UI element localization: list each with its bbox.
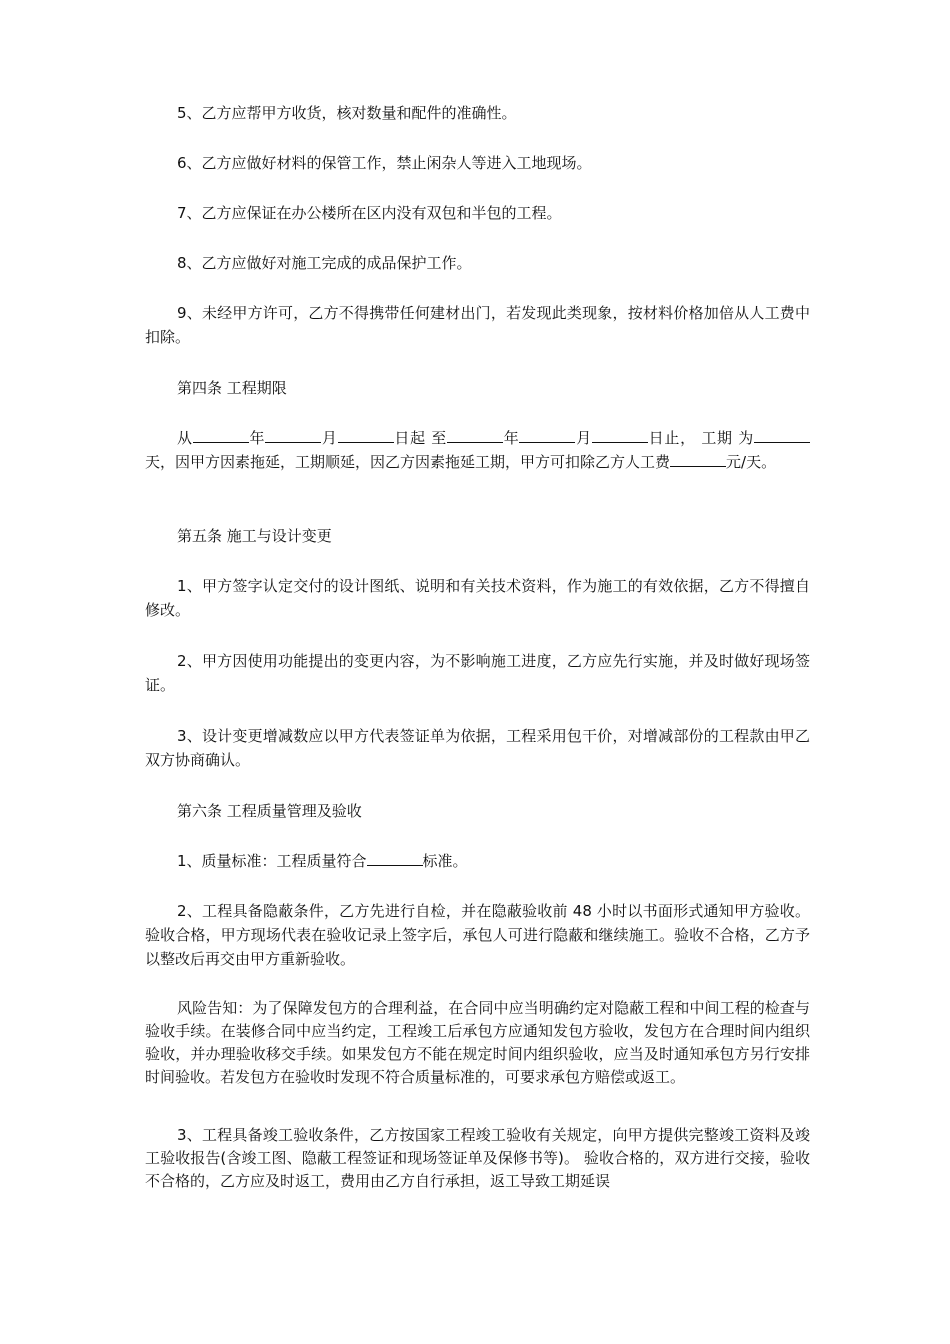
clause-design-3: 3、设计变更增减数应以甲方代表签证单为依据，工程采用包干价，对增减部份的工程款由甲乙双方协商确认。 [145,727,810,769]
period-month2: 月 [575,429,592,447]
clause-item-9: 9、未经甲方许可，乙方不得携带任何建材出门，若发现此类现象，按材料价格加倍从人工费中扣除。 [145,304,810,346]
period-from: 从 [177,429,193,447]
clause-design-1: 1、甲方签字认定交付的设计图纸、说明和有关技术资料，作为施工的有效依据，乙方不得擅自修改。 [145,577,810,619]
risk-notice: 风险告知：为了保障发包方的合理利益，在合同中应当明确约定对隐蔽工程和中间工程的检查与验收手续。在装修合同中应当约定，工程竣工后承包方应通知发包方验收，发包方在合理时间内组织验收，并办理验收移交手续。如果发包方不能在规定时间内组织验收，应当及时通知承包方另行安排时间验收。若发包方在验收时发现不符合质量标准的，可要求承包方赔偿或返工。 [145,999,810,1086]
quality-label: 1、质量标准：工程质量符合 [177,852,367,870]
period-month1: 月 [321,429,338,447]
period-year2: 年 [503,429,520,447]
clause-item-6: 6、乙方应做好材料的保管工作，禁止闲杂人等进入工地现场。 [177,154,592,172]
blank-field [592,428,648,443]
blank-field [447,428,503,443]
section-heading-4: 第四条 工程期限 [177,379,287,397]
section-heading-6: 第六条 工程质量管理及验收 [177,802,362,820]
clause-design-2: 2、甲方因使用功能提出的变更内容，为不影响施工进度，乙方应先行实施，并及时做好现场签证。 [145,652,810,694]
quality-suffix: 标准。 [422,852,468,870]
blank-field [367,851,423,866]
blank-field [193,428,249,443]
period-day2: 日止， 工期 为 [647,429,754,447]
blank-field [265,428,321,443]
quality-standard [145,849,810,873]
blank-field [519,428,575,443]
blank-field [338,428,394,443]
period-days: 天，因甲方因素拖延，工期顺延，因乙方因素拖延工期，甲方可扣除乙方人工费 [145,453,671,471]
period-perday: 元/天。 [726,453,777,471]
work-period-paragraph [145,426,810,474]
period-year1: 年 [248,429,266,447]
clause-quality-3: 3、工程具备竣工验收条件，乙方按国家工程竣工验收有关规定，向甲方提供完整竣工资料及竣工验收报告(含竣工图、隐蔽工程签证和现场签证单及保修书等)。 验收合格的，双方进行交接，验收不合格的，乙方应及时返工，费用由乙方自行承担，返工导致工期延误 [145,1126,810,1190]
clause-item-8: 8、乙方应做好对施工完成的成品保护工作。 [177,254,472,272]
clause-item-5: 5、乙方应帮甲方收货，核对数量和配件的准确性。 [177,104,517,122]
clause-item-7: 7、乙方应保证在办公楼所在区内没有双包和半包的工程。 [177,204,562,222]
blank-field [670,452,726,467]
section-heading-5: 第五条 施工与设计变更 [177,527,332,545]
period-day1: 日起 至 [393,429,448,447]
blank-field [754,428,810,443]
clause-quality-2: 2、工程具备隐蔽条件，乙方先进行自检，并在隐蔽验收前 48 小时以书面形式通知甲方验收。验收合格，甲方现场代表在验收记录上签字后，承包人可进行隐蔽和继续施工。验收不合格，乙方予以整改后再交由甲方重新验收。 [145,902,810,968]
